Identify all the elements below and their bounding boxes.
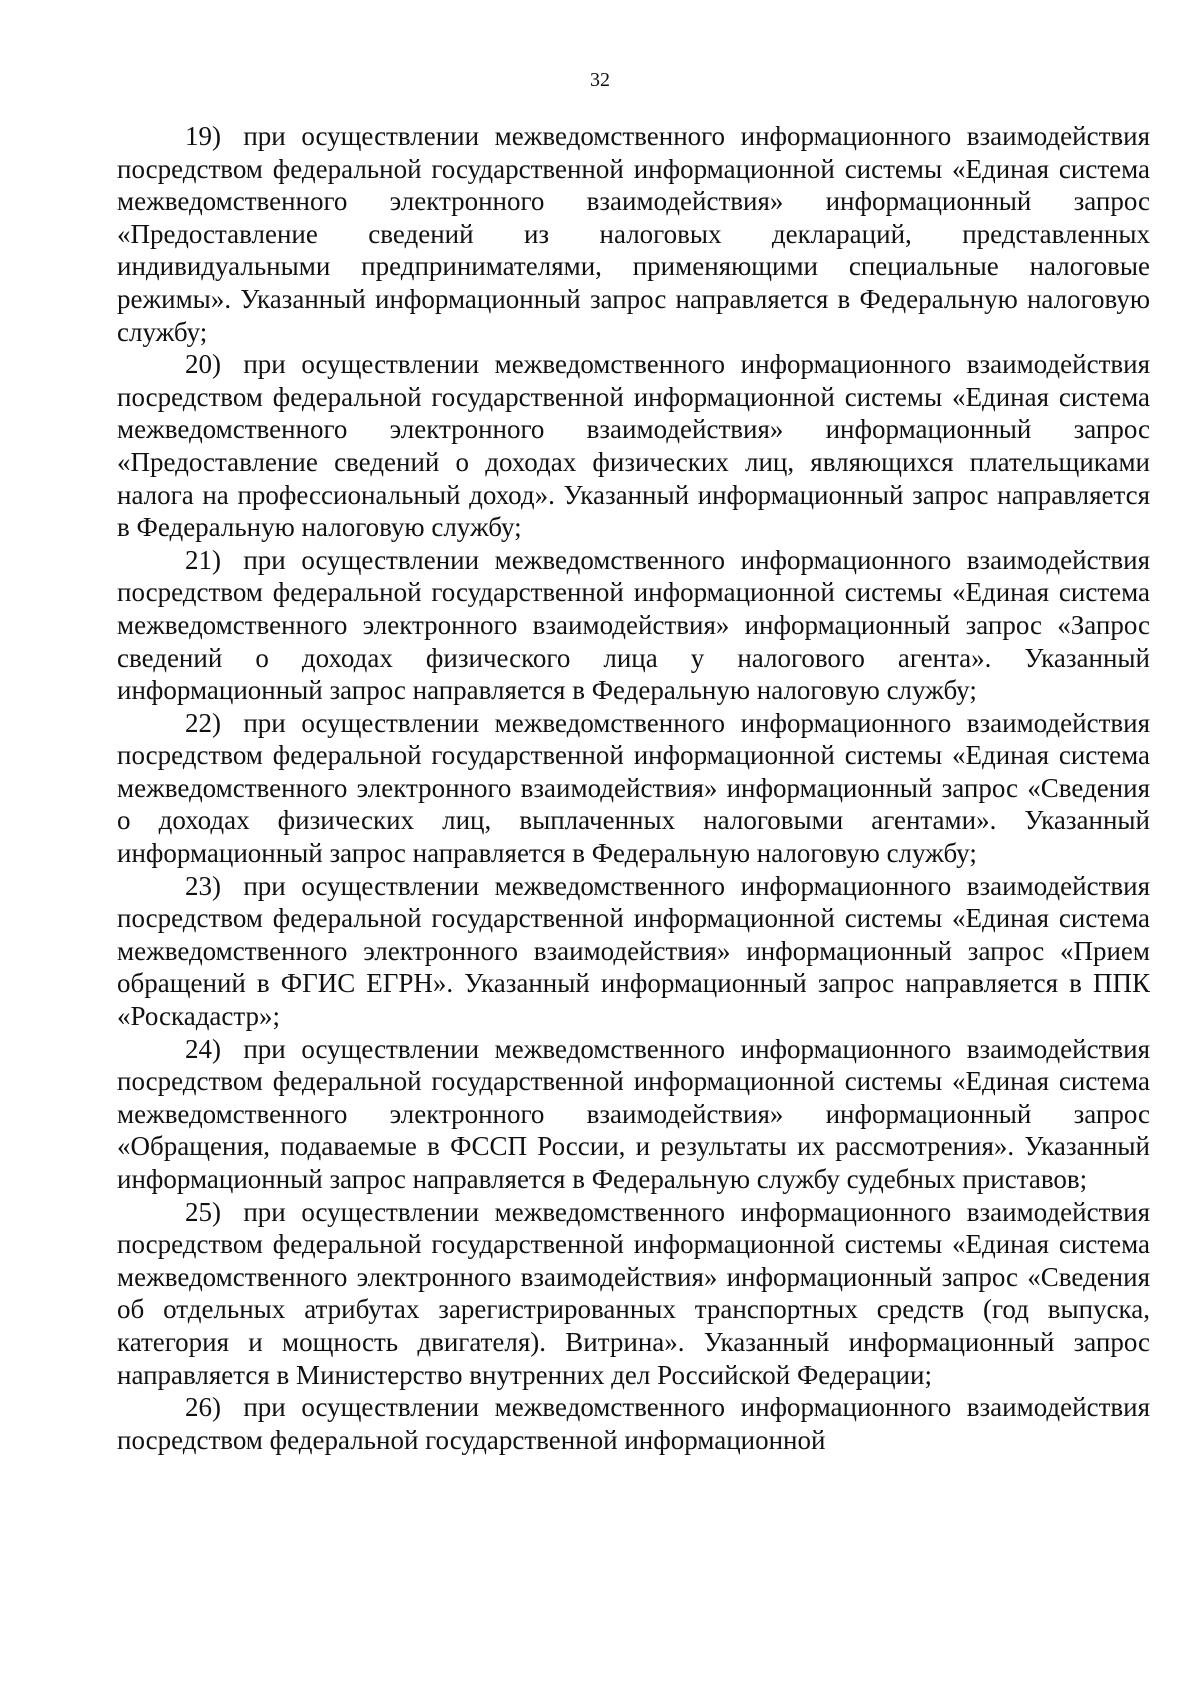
document-body [117, 120, 1150, 1456]
item-number: 21) [185, 544, 221, 575]
list-item [117, 1391, 1150, 1456]
item-text: при осуществлении межведомственного информационного взаимодействия посредством федеральной государственной информационной системы «Единая система межведомственного электронного взаимодействия» информационный запрос «Предоставление сведений из налоговых деклараций, представленных индивидуальными предпринимателями, применяющими специальные налоговые режимы». Указанный информационный запрос направляется в Федеральную налоговую службу; [117, 121, 1150, 347]
list-item [117, 870, 1150, 1033]
item-number: 19) [185, 121, 221, 151]
item-text: при осуществлении межведомственного информационного взаимодействия посредством федеральной государственной информационной системы «Единая система межведомственного электронного взаимодействия» информационный запрос «Предоставление сведений о доходах физических лиц, являющихся плательщиками налога на профессиональный доход». Указанный информационный запрос направляется в Федеральную налоговую службу; [117, 349, 1150, 543]
list-item [117, 707, 1150, 870]
item-text: при осуществлении межведомственного информационного взаимодействия посредством федеральной государственной информационной системы «Единая система межведомственного электронного взаимодействия» информационный запрос «Запрос сведений о доходах физического лица у налогового агента». Указанный информационный запрос направляется в Федеральную налоговую службу; [117, 544, 1150, 706]
item-number: 22) [185, 707, 221, 738]
item-number: 26) [185, 1392, 221, 1423]
list-item [117, 348, 1150, 544]
list-item [117, 1196, 1150, 1392]
item-text: при осуществлении межведомственного информационного взаимодействия посредством федеральной государственной информационной системы «Единая система межведомственного электронного взаимодействия» информационный запрос «Прием обращений в ФГИС ЕГРН». Указанный информационный запрос направляется в ППК «Роскадастр»; [117, 870, 1150, 1032]
item-text: при осуществлении межведомственного информационного взаимодействия посредством федеральной государственной информационной системы «Единая система межведомственного электронного взаимодействия» информационный запрос «Сведения об отдельных атрибутах зарегистрированных транспортных средств (год выпуска, категория и мощность двигателя). Витрина». Указанный информационный запрос направляется в Министерство внутренних дел Российской Федерации; [117, 1196, 1150, 1390]
page-number: 32 [590, 69, 610, 91]
list-item [117, 120, 1150, 348]
item-text: при осуществлении межведомственного информационного взаимодействия посредством федеральной государственной информационной системы «Единая система межведомственного электронного взаимодействия» информационный запрос «Обращения, подаваемые в ФССП России, и результаты их рассмотрения». Указанный информационный запрос направляется в Федеральную службу судебных приставов; [117, 1033, 1150, 1194]
item-number: 23) [185, 870, 221, 901]
item-text: при осуществлении межведомственного информационного взаимодействия посредством федеральной государственной информационной [117, 1392, 1150, 1455]
item-number: 20) [185, 349, 221, 380]
item-number: 24) [185, 1033, 221, 1064]
list-item [117, 1033, 1150, 1196]
item-number: 25) [185, 1196, 221, 1227]
list-item [117, 544, 1150, 707]
item-text: при осуществлении межведомственного информационного взаимодействия посредством федеральной государственной информационной системы «Единая система межведомственного электронного взаимодействия» информационный запрос «Сведения о доходах физических лиц, выплаченных налоговыми агентами». Указанный информационный запрос направляется в Федеральную налоговую службу; [117, 707, 1150, 869]
